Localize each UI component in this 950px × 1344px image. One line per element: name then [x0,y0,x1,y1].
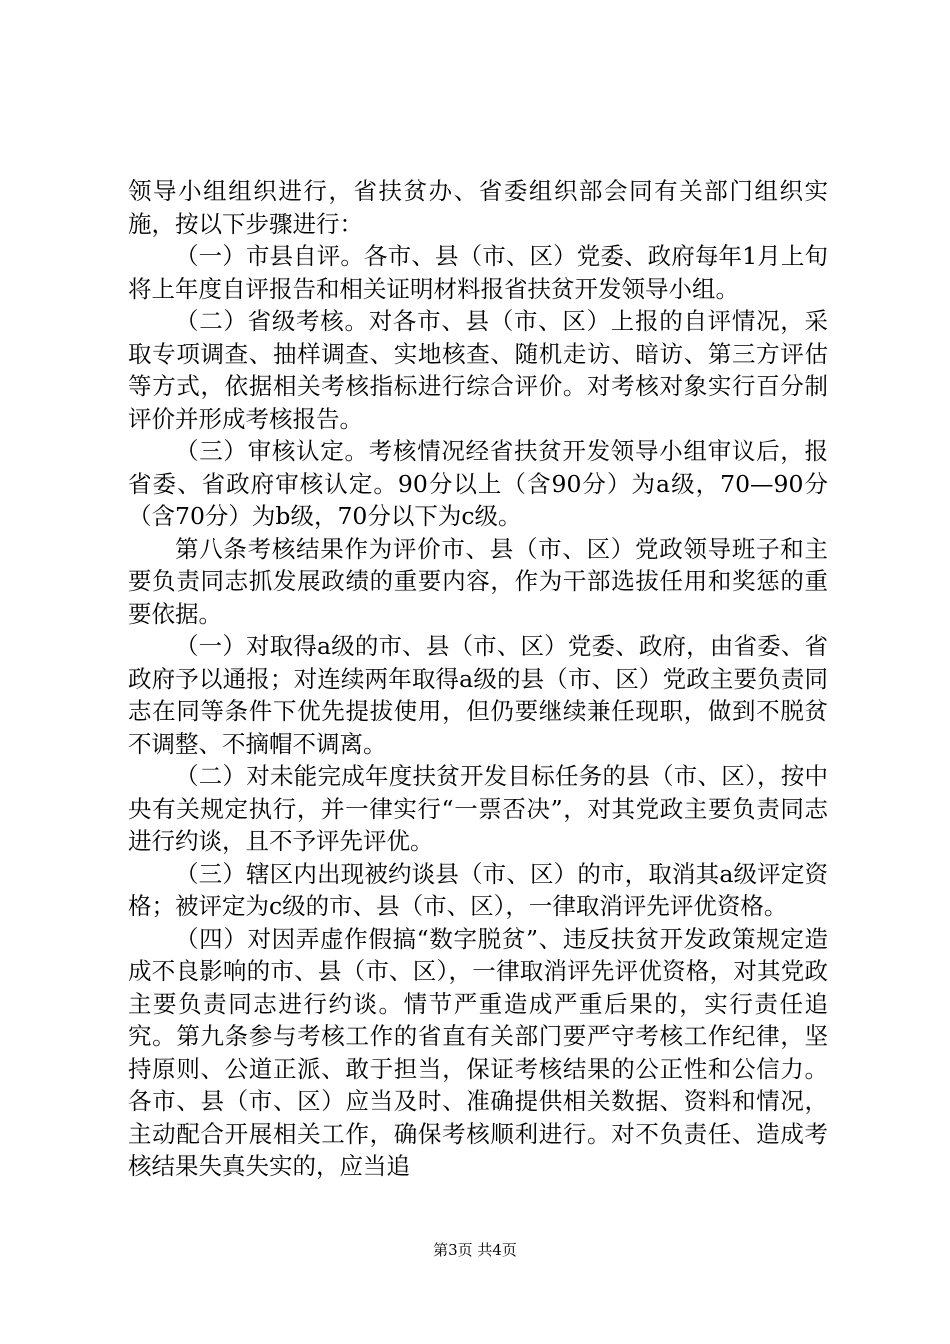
paragraph-9: （四）对因弄虚作假搞“数字脱贫”、违反扶贫开发政策规定造成不良影响的市、县（市、区），一律取消评先评优资格，对其党政主要负责同志进行约谈。情节严重造成严重后果的，实行责任追究。第九条参与考核工作的省直有关部门要严守考核工作纪律，坚持原则、公道正派、敢于担当，保证考核结果的公正性和公信力。各市、县（市、区）应当及时、准确提供相关数据、资料和情况，主动配合开展相关工作，确保考核顺利进行。对不负责任、造成考核结果失真失实的，应当追 [128,924,828,1180]
document-body [128,175,828,1183]
paragraph-5: 第八条考核结果作为评价市、县（市、区）党政领导班子和主要负责同志抓发展政绩的重要内容，作为干部选拔任用和奖惩的重要依据。 [128,534,828,628]
paragraph-4: （三）审核认定。考核情况经省扶贫开发领导小组审议后，报省委、省政府审核认定。90分以上（含90分）为a级，70—90分（含70分）为b级，70分以下为c级。 [128,437,828,530]
paragraph-2: （一）市县自评。各市、县（市、区）党委、政府每年1月上旬将上年度自评报告和相关证明材料报省扶贫开发领导小组。 [128,242,828,303]
page-number-footer: 第3页 共4页 [433,1241,517,1259]
paragraph-3: （二）省级考核。对各市、县（市、区）上报的自评情况，采取专项调查、抽样调查、实地核查、随机走访、暗访、第三方评估等方式，依据相关考核指标进行综合评价。对考核对象实行百分制评价并形成考核报告。 [128,307,828,433]
paragraph-1: 领导小组组织进行，省扶贫办、省委组织部会同有关部门组织实施，按以下步骤进行： [128,177,828,238]
paragraph-6: （一）对取得a级的市、县（市、区）党委、政府，由省委、省政府予以通报；对连续两年取得a级的县（市、区）党政主要负责同志在同等条件下优先提拔使用，但仍要继续兼任现职，做到不脱贫不调整、不摘帽不调离。 [128,632,828,758]
paragraph-7: （二）对未能完成年度扶贫开发目标任务的县（市、区），按中央有关规定执行，并一律实行“一票否决”，对其党政主要负责同志进行约谈，且不予评先评优。 [128,762,828,855]
paragraph-8: （三）辖区内出现被约谈县（市、区）的市，取消其a级评定资格；被评定为c级的市、县（市、区），一律取消评先评优资格。 [128,859,828,920]
